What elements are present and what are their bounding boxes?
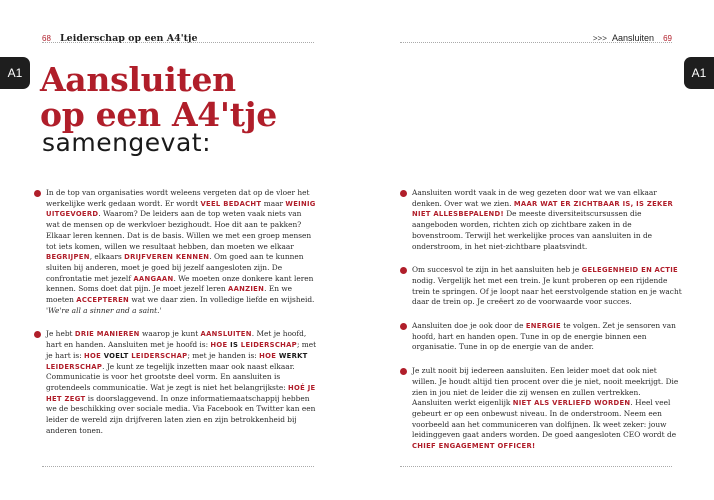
chapter-tab-left: A1 (0, 57, 30, 89)
highlight: VEEL BEDACHT (200, 199, 262, 208)
left-column (34, 188, 317, 449)
body-text: In de top van organisaties wordt weleens vergeten dat op de vloer het werkelijke werk gedaan wordt. Er wordt (46, 188, 310, 208)
body-text: ; met je handen is: (187, 350, 260, 360)
highlight: BEGRIJPEN (46, 253, 90, 262)
highlight-emph: WERKT (278, 351, 308, 360)
highlight-emph: IS (230, 341, 239, 350)
page-subtitle: samengevat: (42, 128, 212, 157)
highlight: AANSLUITEN (200, 330, 252, 339)
header-arrows: >>> (592, 34, 607, 43)
bullet-icon (400, 368, 407, 375)
chapter-tab-right: A1 (684, 57, 714, 89)
highlight (210, 341, 297, 349)
quote: 'We're all a sinner and a saint.' (46, 305, 162, 315)
paragraph-2 (34, 329, 317, 436)
body-text: maar (261, 198, 286, 208)
highlight: HOÉ JE HET ZEGT (46, 383, 316, 403)
body-text: . Heel veel gebeurt er op een onbewust niveau. In de onderstroom. Neem een voorbeeld aan het communiceren van dolfijnen. Ik weet zeker: jouw leidinggeven gaat anders worden. De goed aangesloten CEO wordt de (412, 398, 677, 440)
highlight-part: LEIDERSCHAP (46, 362, 103, 371)
body-text: Je zult nooit bij iedereen aansluiten. Een leider moet dat ook niet willen. Je houdt altijd tien procent over die je niet, nooit meekrijgt. Die zien in jou niet de leider die zij wensen en zullen vertrekken. Aansluiten werkt eigenlijk (412, 366, 679, 408)
footer-divider-left (42, 466, 314, 467)
body-text: . Je kunt ze tegelijk inzetten maar ook naast elkaar. Communicatie is voor het grootste deel vorm. En aansluiten is grotendeels communicatie. Wat je zegt is niet het belangrijkste: (46, 361, 295, 392)
highlight: DRIJFVEREN KENNEN (124, 253, 210, 262)
header-divider-left (42, 42, 314, 43)
paragraph-5 (400, 321, 682, 353)
highlight: AANZIEN (228, 285, 265, 294)
body-text: . Waarom? De leiders aan de top weten vaak niets van wat de mensen op de werkvloer bezighoudt. Hoe dit aan te pakken? Elkaar leren kennen. Dat is de basis. Willen we met een groep mensen tot iets komen, willen we resultaat hebben, dan moeten we elkaar (46, 209, 312, 251)
body-text: . We moeten onze donkere kant leren kennen. Soms doet dat pijn. Je moet jezelf leren (46, 273, 314, 294)
bullet-icon (400, 323, 407, 330)
highlight-part: HOE (210, 341, 231, 350)
page-title-line2: op een A4'tje (40, 95, 277, 134)
paragraph-6 (400, 366, 682, 452)
highlight-emph: VOELT (103, 351, 129, 360)
body-text: is doorslaggevend. In onze informatiemaatschappij hebben we de beschikking over sociale media. Via Facebook en Twitter kan een leider de wereld zijn drijfveren laten zien en zijn betrokkenheid bij anderen tonen. (46, 393, 316, 435)
bullet-icon (400, 190, 407, 197)
header-divider-right (400, 42, 672, 43)
highlight: WEINIG UITGEVOERD (46, 199, 316, 219)
bullet-icon (400, 267, 407, 274)
paragraph-3 (400, 188, 682, 252)
body-text: nodig. Vergelijk het met een trein. Je kunt proberen op een rijdende trein te springen. Of je loopt naar het eerstvolgende station en je wacht daar de trein op. Je creëert zo de voorwaarde voor succes. (412, 275, 682, 307)
highlight: CHIEF ENGAGEMENT OFFICER! (412, 442, 536, 451)
highlight: NIET ALS VERLIEFD WORDEN (512, 399, 631, 408)
bullet-icon (34, 190, 41, 197)
highlight: DRIE MANIEREN (74, 330, 140, 339)
body-text: waarop je kunt (139, 329, 201, 339)
highlight (84, 352, 187, 360)
body-text: , elkaars (89, 252, 125, 262)
highlight-part: HOE (259, 351, 279, 360)
body-text: De meeste diversiteitscursussen die aangeboden worden, richten zich op zichtbare zaken in de bovenstroom. Terwijl het werkelijke proces van aansluiten in de onderstroom, in het niet-zichtbare plaatsvindt. (412, 209, 653, 251)
highlight: ENERGIE (525, 322, 561, 331)
highlight: ACCEPTEREN (76, 296, 130, 305)
paragraph-4 (400, 265, 682, 308)
footer-divider-right (400, 466, 672, 467)
body-text: Om succesvol te zijn in het aansluiten heb je (412, 265, 582, 275)
page-number-right: 69 (663, 34, 672, 43)
body-text: . Met je hoofd, hart en handen. Aansluiten met je hoofd is: (46, 329, 307, 350)
body-text: . En we moeten (46, 284, 293, 305)
body-text: . Om goed aan te kunnen sluiten bij anderen, moet je goed bij jezelf aangesloten zijn. De confrontatie met jezelf (46, 252, 304, 283)
highlight-part: LEIDERSCHAP (128, 351, 188, 360)
body-text: wat we daar zien. In volledige liefde en wijsheid. (129, 295, 315, 305)
body-text: Je hebt (46, 329, 75, 339)
body-text: te volgen. Zet je sensoren van hoofd, hart en handen open. Tune in op de energie binnen een organisatie. Tune in op de energie van de ander. (412, 321, 676, 352)
body-text: Aansluiten doe je ook door de (412, 321, 526, 331)
highlight: AANGAAN (133, 274, 174, 283)
header-title-left: Leiderschap op een A4'tje (60, 33, 198, 44)
body-text: Aansluiten wordt vaak in de weg gezeten door wat we van elkaar denken. Over wat we zien. (412, 188, 657, 208)
page-title-line1: Aansluiten (40, 60, 236, 99)
highlight-part: LEIDERSCHAP (238, 341, 297, 350)
highlight: MAAR WAT ER ZICHTBAAR IS, IS ZEKER NIET ALLESBEPALEND! (412, 199, 674, 219)
highlight-part: HOE (84, 351, 104, 360)
header-title-right: Aansluiten (611, 33, 654, 43)
right-column (400, 188, 682, 465)
body-text: ; met je hart is: (46, 340, 317, 360)
highlight: ACTIE (654, 266, 678, 275)
page-title (40, 62, 277, 132)
bullet-icon (34, 331, 41, 338)
page-number-left: 68 (42, 34, 51, 43)
paragraph-1 (34, 188, 317, 316)
highlight: GELEGENHEID EN (581, 266, 653, 275)
